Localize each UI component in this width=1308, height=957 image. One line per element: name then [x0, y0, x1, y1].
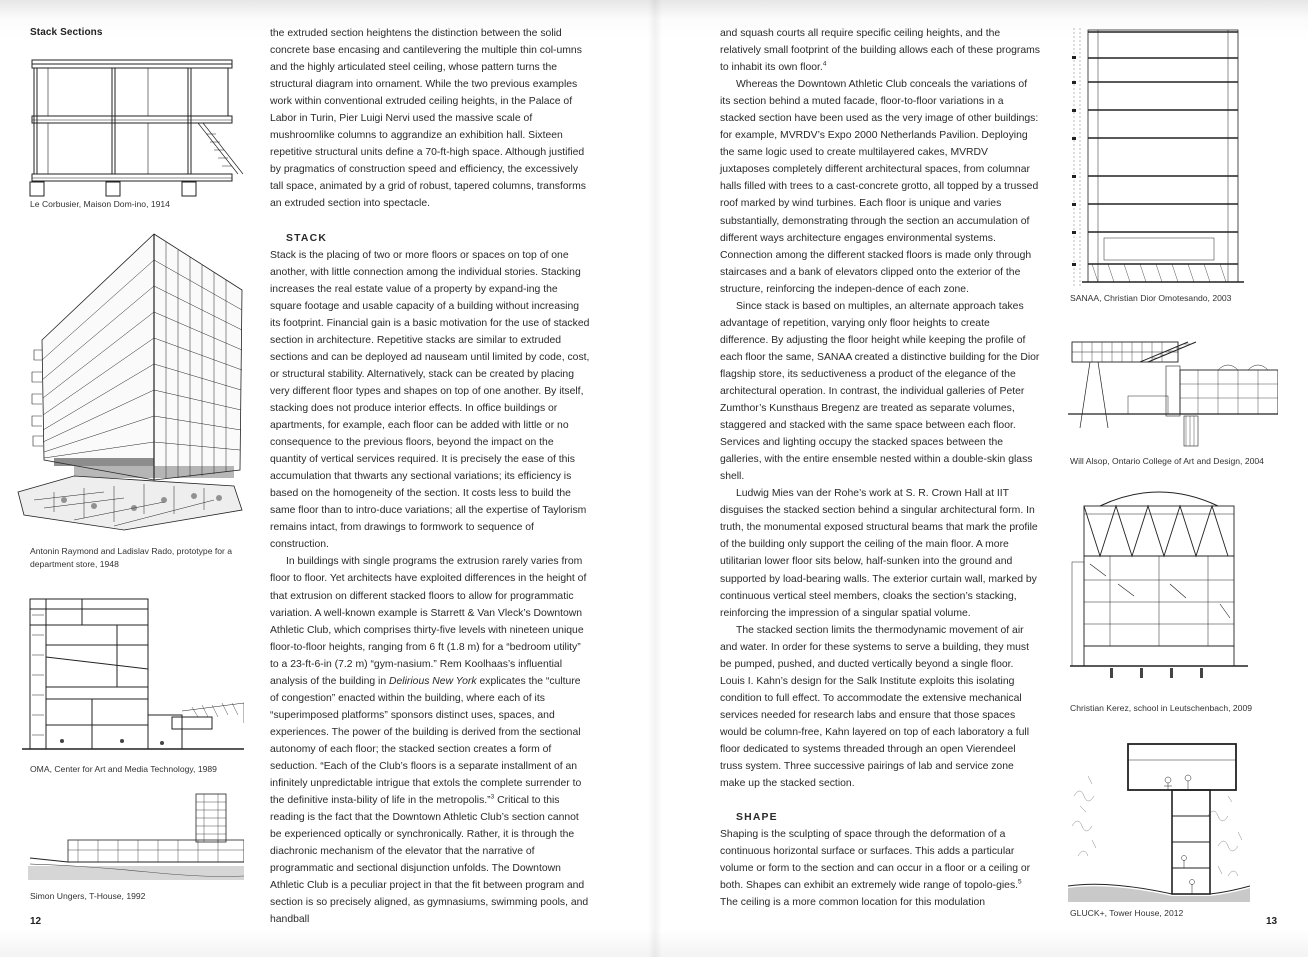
caption-oma-zkm: OMA, Center for Art and Media Technology, 1989	[30, 764, 217, 774]
figure-maison-domino	[28, 56, 244, 200]
paragraph: Stack is the placing of two or more floors or spaces on top of one another, with little connection among the individual stories. Stacking increases the real estate value of a property by expand-ing the square footage and usable capacity of a building without increasing its footprint. Financial gain is a basic motivation for the use of stacked section in architecture. Repetitive stacks are similar to extruded sections and can be deployed ad nauseam until limited by code, cost, or structural stability. Alternatively, stack can be created by placing very different floor types and shapes on top of one another. By itself, stacking does not produce interior effects. In office buildings or apartments, for example, each floor can be added with little or no consequence to the previous floors, beyond the impact on the quantity of vertical services required. It is precisely the ease of this accumulation that thwarts any sectional variations; its efficiency is based on the homogeneity of the section. It costs less to build the same floor than to intro-duce variations; all the expertise of Taylorism remains intact, from drawings to formwork to sequence of construction.	[270, 249, 590, 551]
figure-leutschenbach	[1070, 484, 1248, 696]
paragraph: the extruded section heightens the distinction between the solid concrete base encasing and cantilevering the multiple thin col-umns and the highly articulated steel ceiling, whose pattern turns the structural diagram into ornament. While the two previous examples work within conventional extruded ceiling heights, in the Palace of Labor in Turin, Pier Luigi Nervi used the massive scale of mushroomlike columns to aggrandize an exhibition hall. Sixteen repetitive structural units define a 70-ft-high space. Although justified by pragmatics of construction speed and efficiency, the excessively tall space, animated by a grid of robust, tapered columns, transforms an extruded section into spectacle.	[270, 28, 586, 210]
section-heading-stack: STACK	[286, 232, 328, 244]
footnote-ref: 4	[822, 60, 827, 68]
paragraph: The stacked section limits the thermodynamic movement of air and water. In order for these systems to serve a building, they must be pumped, pushed, and ducted vertically beyond a single floor. Louis I. Kahn’s design for the Salk Institute exploits this isolating condition to full effect. To accommodate the extensive mechanical services needed for research labs and ensure that those spaces would be column-free, Kahn layered on top of each laboratory a full floor dedicated to systems threaded through an open Vierendeel truss system. Three successive pairings of lab and service zone make up the stacked section.	[720, 624, 1030, 790]
body-column-right	[720, 25, 1040, 911]
footnote-ref: 3	[490, 793, 495, 801]
figure-oma-zkm	[22, 595, 244, 757]
book-gutter	[648, 0, 662, 957]
paragraph: Whereas the Downtown Athletic Club conceals the variations of its section behind a muted facade, floor-to-floor variations in a stacked section have been used as the very image of other buildings: for example, MVRDV’s Expo 2000 Netherlands Pavilion. Deploying the same logic used to create multilayered cakes, MVRDV juxtaposes completely different architectural spaces, from columnar halls filled with trees to a cast-concrete grotto, all topped by a trussed roof marked by wind turbines. Each floor is unique and varies substantially, demonstrating through the section an accumulation of different ways architecture engages environmental systems. Connection among the different stacked floors is made only through staircases and a bank of elevators clipped onto the exterior of the structure, reinforcing the indepen-dence of each zone.	[720, 79, 1039, 295]
figure-department-store	[14, 230, 246, 540]
caption-t-house: Simon Ungers, T-House, 1992	[30, 891, 146, 901]
body-column-left	[270, 25, 590, 928]
figure-tower-house	[1068, 736, 1250, 902]
footnote-ref: 5	[1018, 878, 1022, 886]
paragraph: In buildings with single programs the extrusion rarely varies from floor to floor. Yet architects have exploited differences in the height of that extrusion on different stacked floors to allow for programmatic variation. A well-known example is Starrett & Van Vleck’s Downtown Athletic Club, which comprises thirty-five levels with nineteen unique floor-to-floor heights, ranging from 6 ft (1.8 m) for a “bedroom utility” to a 23-ft-6-in (7.2 m) “gym-nasium.” Rem Koolhaas’s influential analysis of the building in Delirious New York explicates the “culture of congestion” enacted within the building, where each of its “superimposed platforms” sponsors distinct uses, spaces, and experiences. The power of the building is derived from the sectional autonomy of each floor; the stacked section creates a form of seduction. “Each of the Club’s floors is a separate installment of an infinitely unpredictable intrigue that extols the complete surrender to the definitive insta-bility of life in the metropolis.”$^3$ Critical to this reading is the fact that the Downtown Athletic Club’s section cannot be experienced optically or synchronically. Rather, it is through the diachronic mechanism of the elevator that the narrative of programmatic and sectional disjunction unfolds. The Downtown Athletic Club is a peculiar project in that the fit between program and section is so precisely aligned, as gymnasiums, swimming pools, and handball	[270, 556, 589, 926]
caption-ocad: Will Alsop, Ontario College of Art and Design, 2004	[1070, 456, 1264, 466]
paragraph: Shaping is the sculpting of space through the deformation of a continuous horizontal surface or surfaces. This adds a particular volume or form to the section and can occur in a floor or a ceiling or both. Shapes can exhibit an extremely wide range of topolo-gies.$^5$ The ceiling is a more common location for this modulation	[720, 829, 1031, 909]
caption-tower-house: GLUCK+, Tower House, 2012	[1070, 908, 1184, 918]
caption-department-store: Antonin Raymond and Ladislav Rado, prototype for a department store, 1948	[30, 546, 233, 569]
caption-sanaa-dior: SANAA, Christian Dior Omotesando, 2003	[1070, 293, 1232, 303]
caption-maison-domino: Le Corbusier, Maison Dom-ino, 1914	[30, 199, 170, 209]
paragraph: and squash courts all require specific ceiling heights, and the relatively small footprint of the building allows each of these programs to inhabit its own floor.$^4$	[720, 28, 1040, 74]
paragraph: Since stack is based on multiples, an alternate approach takes advantage of repetition, varying only floor heights to create difference. By adjusting the floor height while keeping the profile of each floor the same, SANAA created a distinctive building for the Dior flagship store, its seductiveness a product of the elegance of the architectural operation. In contrast, the individual galleries of Peter Zumthor’s Kunsthaus Bregenz are treated as separate volumes, staggered and stacked with the same space between each floor. Services and lighting occupy the stacked spaces between the galleries, with the entire ensemble nested within a double-skin glass shell.	[720, 300, 1040, 483]
page-number-left: 12	[30, 916, 42, 927]
figure-ocad	[1068, 336, 1278, 454]
paragraph: Ludwig Mies van der Rohe’s work at S. R. Crown Hall at IIT disguises the stacked section behind a singular architectural form. In truth, the monumental exposed structural beams that mark the profile of the building only support the ceiling of the main floor. A more utilitarian lower floor sits below, half-sunken into the ground and supported by load-bearing walls. The exterior curtain wall, marked by continuous vertical steel members, cloaks the section’s stacking, reinforcing the impression of a singular spatial volume.	[720, 488, 1038, 619]
section-label: Stack Sections	[30, 27, 103, 38]
page-number-right: 13	[1266, 916, 1278, 927]
caption-leutschenbach: Christian Kerez, school in Leutschenbach, 2009	[1070, 703, 1253, 713]
figure-t-house	[28, 792, 244, 882]
section-heading-shape: SHAPE	[736, 812, 778, 824]
figure-sanaa-dior	[1068, 26, 1244, 290]
book-title: Delirious New York	[389, 675, 477, 687]
